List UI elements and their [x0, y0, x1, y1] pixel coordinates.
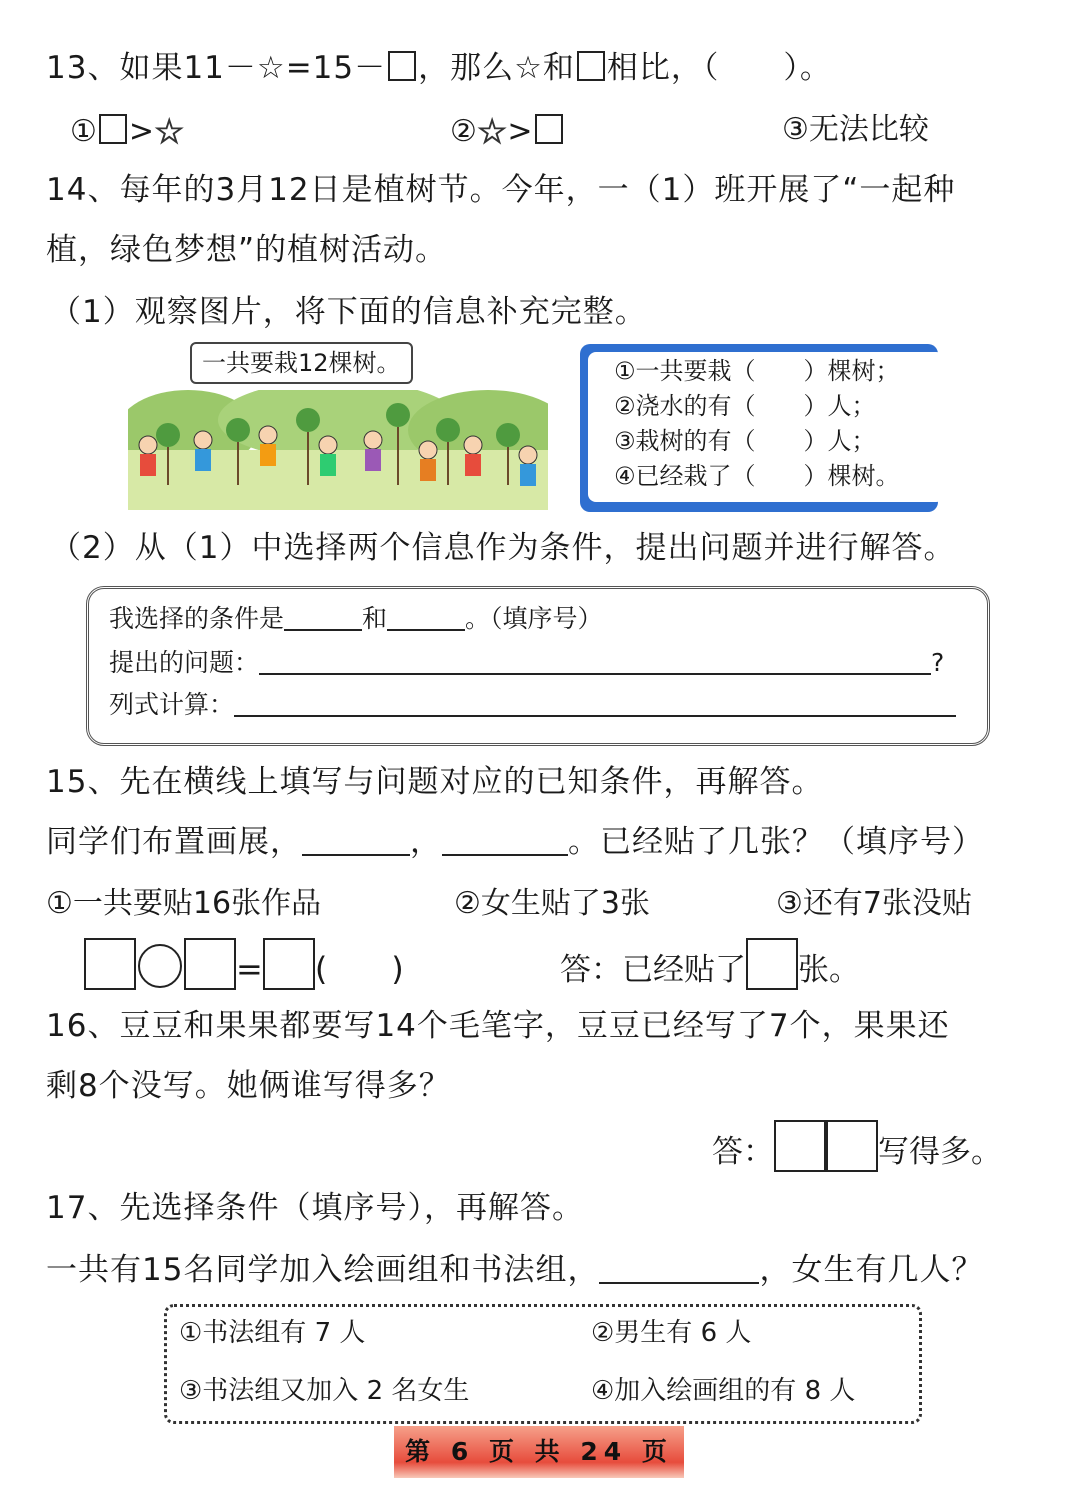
q14-line-2: 植，绿色梦想”的植树活动。	[46, 232, 448, 268]
q16-line-1: 16、豆豆和果果都要写14个毛笔字，豆豆已经写了7个，果果还	[46, 1008, 950, 1044]
number-box[interactable]	[84, 938, 136, 990]
square-icon	[388, 51, 416, 81]
square-icon	[577, 51, 605, 81]
answer-label: 答：已经贴了	[560, 952, 746, 988]
answer-box[interactable]	[826, 1120, 878, 1172]
condition-options-box	[164, 1304, 922, 1424]
operator-circle[interactable]	[138, 944, 182, 988]
calc-row	[109, 687, 956, 723]
option-number: ①	[70, 114, 97, 149]
choose-and: 和	[362, 604, 388, 633]
q17-option-2[interactable]: ②男生有 6 人	[591, 1318, 752, 1348]
q17-option-4[interactable]: ④加入绘画组的有 8 人	[591, 1376, 856, 1406]
q15-line-2	[46, 822, 984, 862]
q15-option-1: ①一共要贴16张作品	[46, 886, 322, 921]
info-item[interactable]: ③栽树的有（ ）人；	[614, 427, 876, 455]
star-icon: ☆	[256, 50, 286, 86]
tree-planting-scene	[128, 390, 548, 510]
question-mark: ?	[931, 648, 945, 677]
q17-text-b: ，女生有几人？	[759, 1252, 984, 1288]
q14-part-1: （1）观察图片，将下面的信息补充完整。	[50, 294, 647, 330]
info-item[interactable]: ②浇水的有（ ）人；	[614, 392, 876, 420]
q14-part-2: （2）从（1）中选择两个信息作为条件，提出问题并进行解答。	[50, 530, 956, 566]
info-item[interactable]: ④已经栽了（ ）棵树。	[614, 462, 900, 490]
star-icon: ☆	[514, 50, 543, 86]
q16-line-2: 剩8个没写。她俩谁写得多？	[46, 1068, 451, 1104]
condition-blank-2[interactable]	[442, 854, 568, 856]
ask-label: 提出的问题：	[109, 648, 260, 677]
q13-option-1[interactable]	[70, 112, 185, 152]
tree-planting-illustration	[128, 340, 548, 510]
condition-blank[interactable]	[599, 1282, 759, 1284]
q13-option-2[interactable]	[450, 112, 565, 152]
answer-box[interactable]	[774, 1120, 826, 1172]
answer-box[interactable]	[746, 938, 798, 990]
answer-tail: 写得多。	[878, 1134, 1002, 1170]
calc-label: 列式计算：	[109, 690, 235, 719]
condition-blank-2[interactable]	[387, 629, 465, 631]
q15-answer	[560, 938, 860, 996]
star-icon: ☆	[476, 112, 508, 152]
info-item[interactable]: ①一共要栽（ ）棵树；	[614, 357, 900, 385]
info-panel	[580, 344, 938, 512]
greater-than-sign: >	[128, 114, 155, 149]
q17-text-a: 一共有15名同学加入绘画组和书法组，	[46, 1252, 600, 1288]
choose-hint: 。（填序号）	[465, 604, 603, 633]
question-blank[interactable]	[259, 673, 931, 675]
q15-text-c: 。已经贴了几张？（填序号）	[568, 824, 984, 860]
q13-text-d: 和	[542, 50, 575, 86]
unit-paren[interactable]: ( )	[314, 950, 404, 988]
q13-option-3[interactable]: ③无法比较	[782, 112, 929, 147]
q14-line-1: 14、每年的3月12日是植树节。今年，一（1）班开展了“一起种	[46, 172, 956, 208]
equation-row	[84, 938, 404, 995]
answer-box	[86, 586, 990, 746]
q17-line-1: 17、先选择条件（填序号），再解答。	[46, 1190, 584, 1226]
answer-label: 答：	[712, 1134, 774, 1170]
q17-option-1[interactable]: ①书法组有 7 人	[179, 1318, 366, 1348]
q17-option-3[interactable]: ③书法组又加入 2 名女生	[179, 1376, 470, 1406]
number-box[interactable]	[184, 938, 236, 990]
q15-option-3: ③还有7张没贴	[776, 886, 972, 921]
equals-sign: =	[236, 950, 263, 988]
q17-line-2	[46, 1250, 983, 1290]
q13-text-e: 相比，（ ）。	[606, 50, 832, 86]
ask-row	[109, 645, 944, 681]
q15-comma: ，	[410, 824, 442, 860]
square-icon	[535, 114, 563, 144]
speech-bubble: 一共要栽12棵树。	[190, 342, 413, 384]
calculation-blank[interactable]	[234, 715, 956, 717]
square-icon	[99, 114, 127, 144]
choose-label: 我选择的条件是	[109, 604, 285, 633]
star-icon: ☆	[154, 112, 185, 152]
q13-text-a: 13、如果11－	[46, 50, 257, 86]
page-number-banner: 第 6 页 共 24 页	[394, 1426, 684, 1478]
q15-option-2: ②女生贴了3张	[454, 886, 650, 921]
greater-than-sign: >	[507, 114, 533, 149]
condition-blank-1[interactable]	[302, 854, 410, 856]
q13-question	[46, 48, 832, 88]
choose-row	[109, 601, 603, 637]
answer-unit: 张。	[798, 952, 860, 988]
q15-line-1: 15、先在横线上填写与问题对应的已知条件，再解答。	[46, 764, 824, 800]
q15-text-a: 同学们布置画展，	[46, 824, 302, 860]
q16-answer	[712, 1120, 1002, 1178]
option-number: ②	[450, 114, 477, 149]
result-box[interactable]	[263, 938, 315, 990]
condition-blank-1[interactable]	[284, 629, 362, 631]
q13-text-c: ，那么	[418, 50, 515, 86]
q13-text-b: =15－	[285, 50, 387, 86]
info-list	[588, 352, 944, 502]
